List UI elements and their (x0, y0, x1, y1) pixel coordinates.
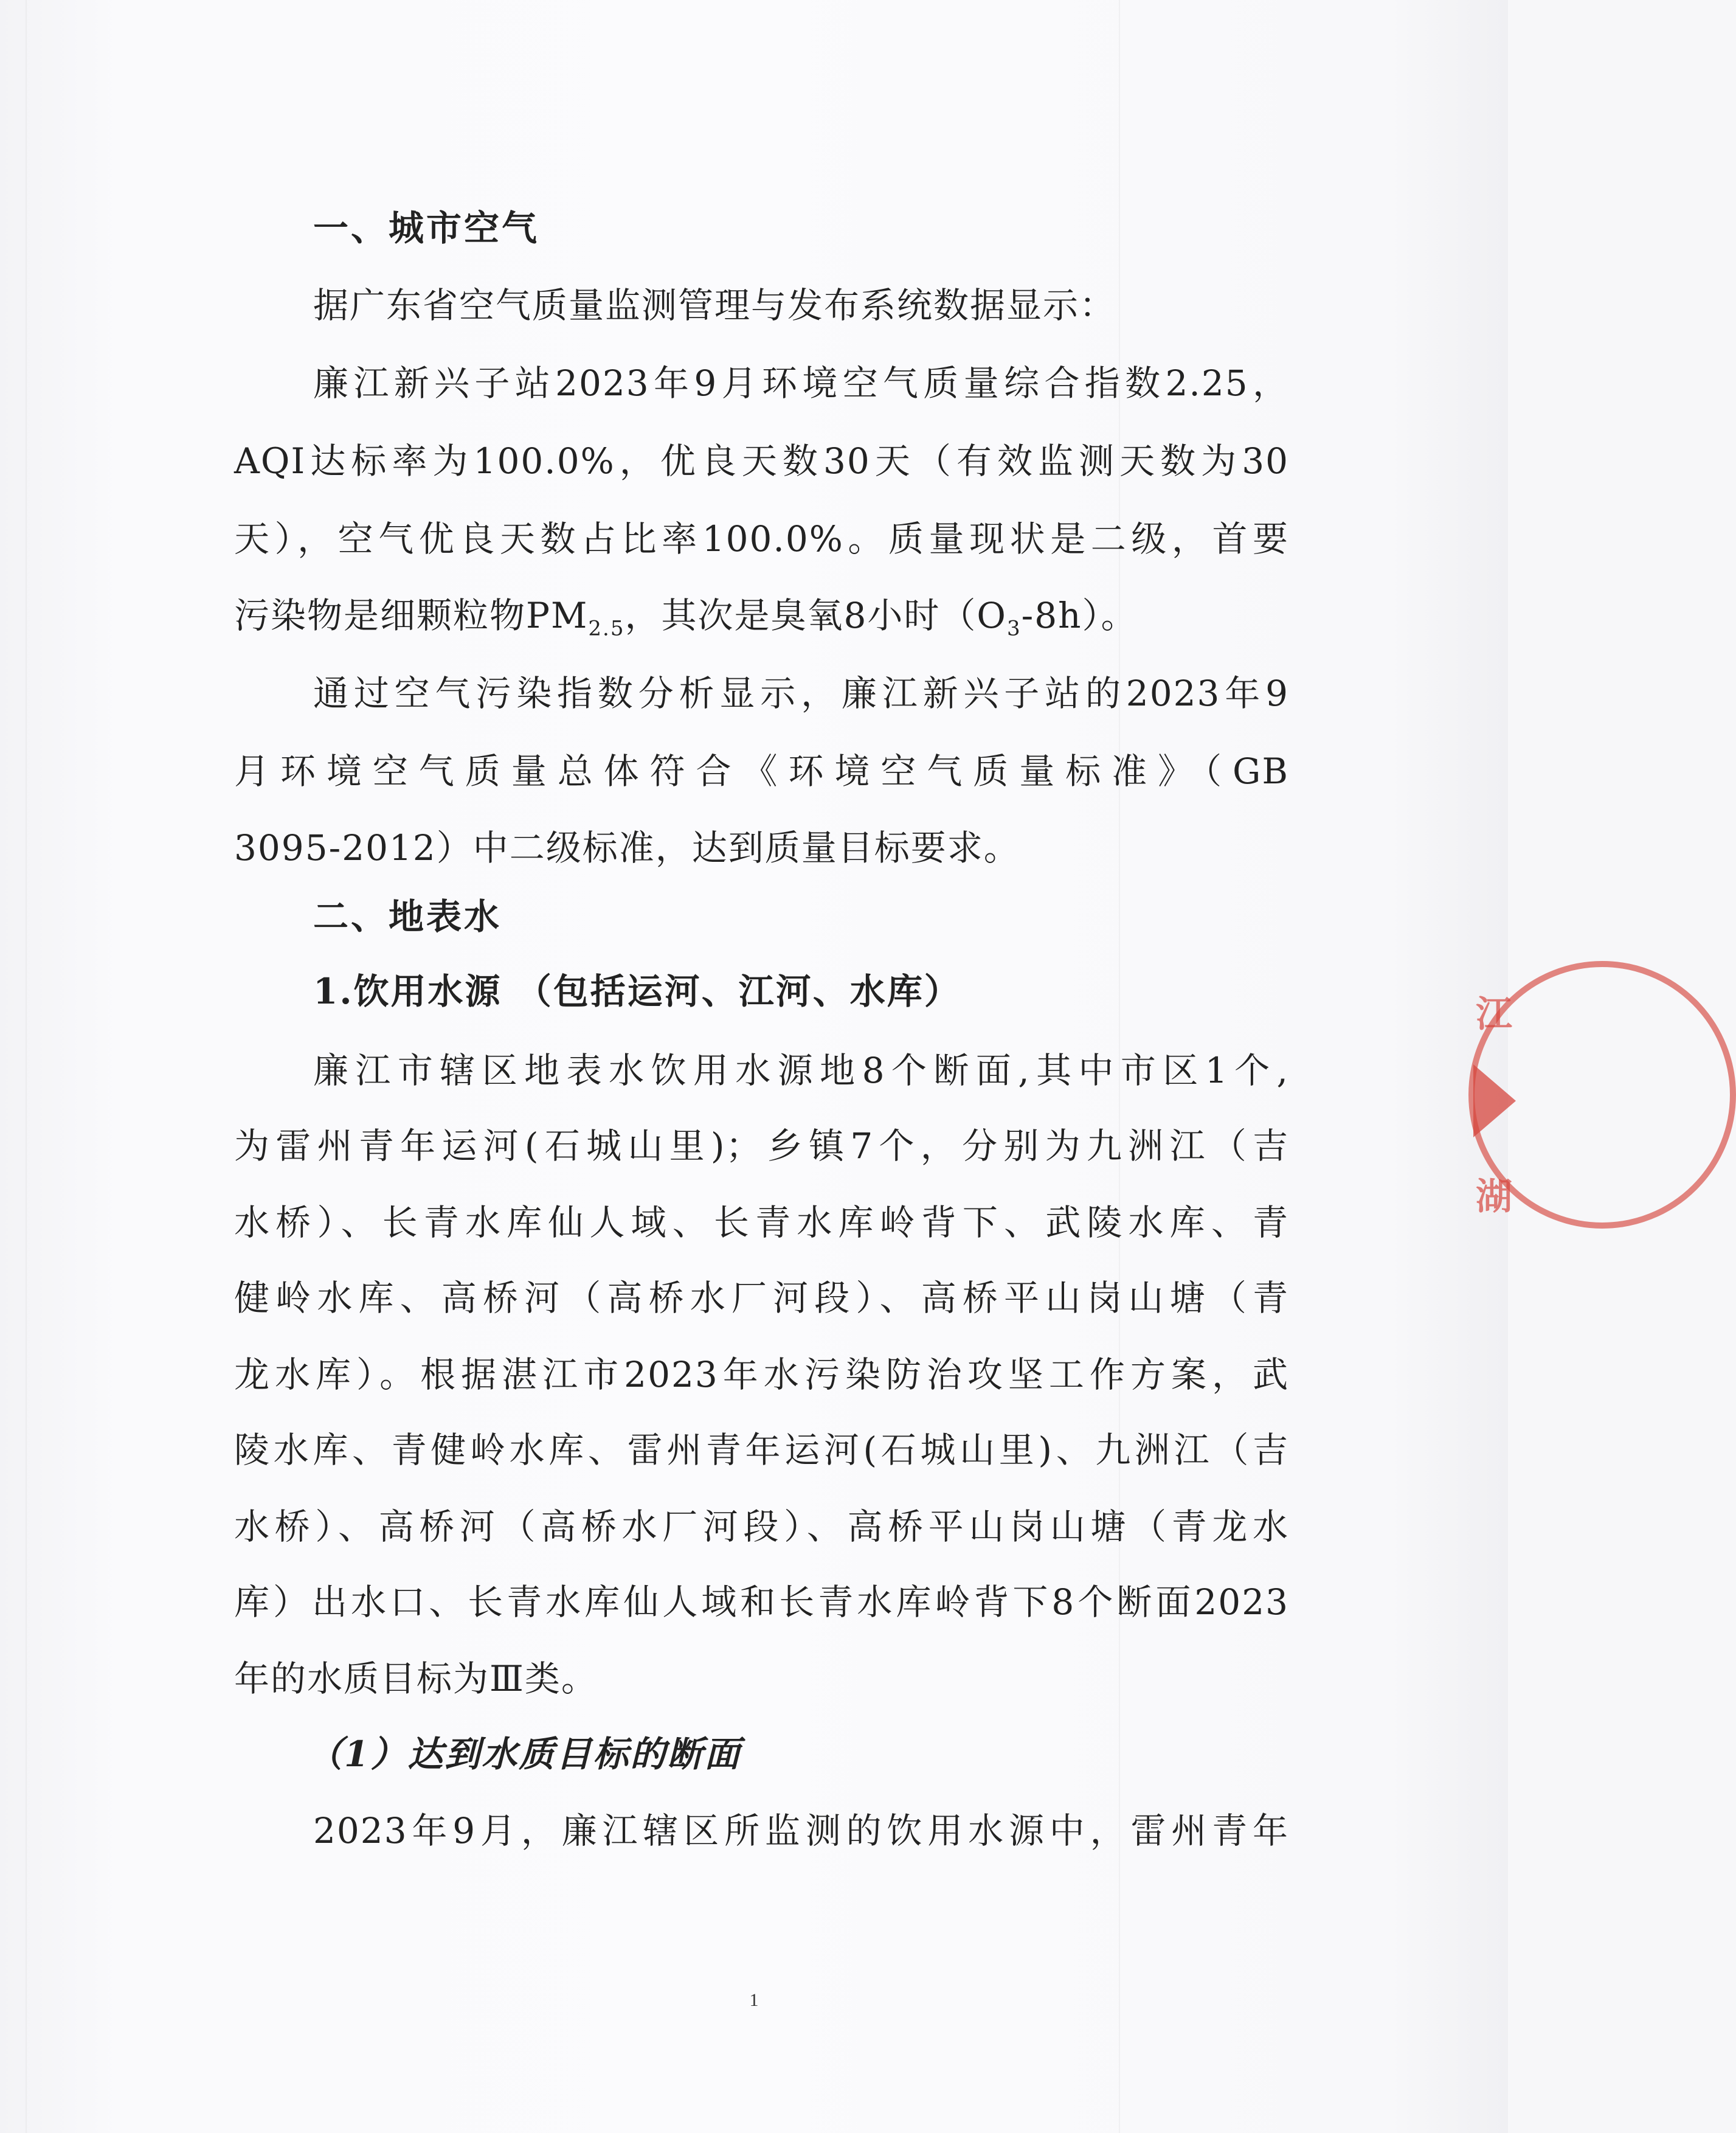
paragraph-line: 龙水库）。根据湛江市2023年水污染防治攻坚工作方案，武 (234, 1354, 1289, 1395)
paragraph-line: 健岭水库、高桥河（高桥水厂河段）、高桥平山岗山塘（青 (234, 1277, 1289, 1319)
subscript: 3 (1006, 616, 1022, 641)
subheading-meets-target: （1）达到水质目标的断面 (307, 1733, 742, 1775)
paragraph-line: 廉江新兴子站2023年9月环境空气质量综合指数2.25， (313, 362, 1289, 404)
text-segment: 污染物是细颗粒物PM (234, 595, 589, 636)
paragraph-line: 廉江市辖区地表水饮用水源地8个断面,其中市区1个, (313, 1050, 1289, 1091)
page-crease (26, 0, 27, 2133)
paragraph-line: 2023年9月，廉江辖区所监测的饮用水源中，雷州青年 (313, 1810, 1289, 1851)
paragraph-line: 为雷州青年运河(石城山里)；乡镇7个，分别为九洲江（吉 (234, 1125, 1289, 1167)
subheading-drinking-water: 1.饮用水源 （包括运河、江河、水库） (313, 971, 961, 1012)
text-segment: ，其次是臭氧8小时（O (624, 595, 1007, 636)
text-segment: -8h）。 (1021, 595, 1138, 636)
section-heading-surface-water: 二、地表水 (313, 896, 502, 937)
seal-char: 湖 (1476, 1176, 1512, 1218)
paragraph-line: 水桥）、高桥河（高桥水厂河段）、高桥平山岗山塘（青龙水 (234, 1506, 1289, 1547)
seal-char: 江 (1476, 993, 1512, 1036)
page-number: 1 (749, 1990, 759, 2010)
paragraph-line: 通过空气污染指数分析显示，廉江新兴子站的2023年9 (313, 673, 1289, 714)
paragraph-line: 月环境空气质量总体符合《环境空气质量标准》（GB (234, 751, 1289, 792)
paragraph-line: 陵水库、青健岭水库、雷州青年运河(石城山里)、九洲江（吉 (234, 1429, 1289, 1471)
section-heading-city-air: 一、城市空气 (313, 207, 540, 249)
seal-star-icon (1473, 1064, 1516, 1137)
paragraph-line: 库）出水口、长青水库仙人域和长青水库岭背下8个断面2023 (234, 1581, 1289, 1623)
paragraph-line: AQI达标率为100.0%，优良天数30天（有效监测天数为30 (234, 440, 1289, 482)
paragraph-intro: 据广东省空气质量监测管理与发布系统数据显示： (313, 285, 1116, 326)
paragraph-line: 3095-2012）中二级标准，达到质量目标要求。 (234, 827, 1020, 869)
red-seal-stamp (1468, 961, 1512, 1241)
paragraph-line: 天），空气优良天数占比率100.0%。质量现状是二级，首要 (234, 518, 1289, 560)
subscript: 2.5 (588, 616, 625, 641)
paragraph-line: 水桥）、长青水库仙人域、长青水库岭背下、武陵水库、青 (234, 1202, 1289, 1243)
paragraph-line-pollutants (234, 591, 1289, 640)
paragraph-line: 年的水质目标为Ⅲ类。 (234, 1658, 598, 1699)
